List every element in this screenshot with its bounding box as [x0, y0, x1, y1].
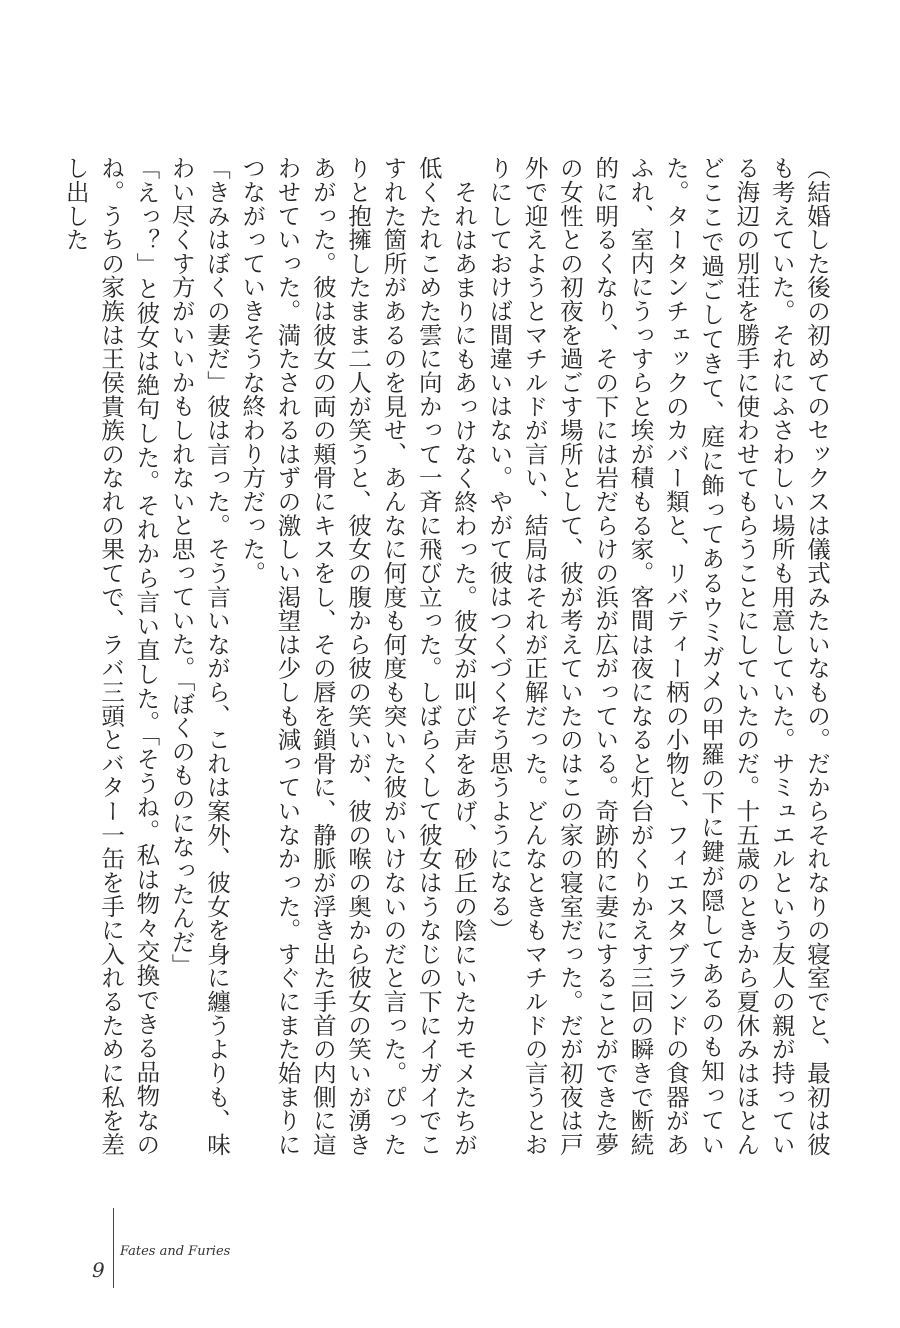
vertical-body-text: [57, 156, 834, 1156]
paragraph-4: 「えっ？」と彼女は絶句した。それから言い直した。「そうね。私は物々交換できる品物なのね。うちの家族は王侯貴族のなれの果てで、ラバ三頭とバター一缶を手に入れるために私を差し出した: [61, 156, 161, 1156]
folio-divider: [113, 1208, 114, 1288]
page-footer: [80, 1200, 380, 1290]
running-title: Fates and Furies: [120, 1244, 231, 1259]
paragraph-3: 「きみはぼくの妻だ」彼は言った。そう言いながら、これは案外、彼女を身に纏うよりも、味わい尽くす方がいいかもしれないと思っていた。「ぼくのものになったんだ」: [167, 156, 231, 1156]
paragraph-1: （結婚した後の初めてのセックスは儀式みたいなもの。だからそれなりの寝室でと、最初は彼も考えていた。それにふさわしい場所も用意していた。サミュエルという友人の親が持っている海辺の別荘を勝手に使わせてもらうことにしていたのだ。十五歳のときから夏休みはほとんどここで過ごしてきて、庭に飾ってあるウミガメの甲羅の下に鍵が隠してあるのも知っていた。タータンチェックのカバー類と、リバティー柄の小物と、フィエスタブランドの食器があふれ、室内にうっすらと埃が積もる家。客間は夜になると灯台がくりかえす三回の瞬きで断続的に明るくなり、その下には岩だらけの浜が広がっている。奇跡的に妻にすることができた夢の女性との初夜を過ごす場所として、彼が考えていたのはこの家の寝室だった。だが初夜は戸外で迎えようとマチルドが言い、結局はそれが正解だった。どんなときもマチルドの言うとおりにしておけば間違いはない。やがて彼はつくづくそう思うようになる）: [485, 156, 831, 1156]
page-number: 9: [92, 1258, 105, 1282]
paragraph-2: それはあまりにもあっけなく終わった。彼女が叫び声をあげ、砂丘の陰にいたカモメたちが低くたれこめた雲に向かって一斉に飛び立った。しばらくして彼女はうなじの下にイガイでこすれた箇所があるのを見せ、あんなに何度も何度も突いた彼がいけないのだと言った。ぴったりと抱擁したまま二人が笑うと、彼女の腹から彼の笑いが、彼の喉の奥から彼女の笑いが湧きあがった。彼は彼女の両の頬骨にキスをし、その唇を鎖骨に、静脈が浮き出た手首の内側に這わせていった。満たされるはずの激しい渇望は少しも減っていなかった。すぐにまた始まりにつながっていきそうな終わり方だった。: [238, 156, 479, 1156]
